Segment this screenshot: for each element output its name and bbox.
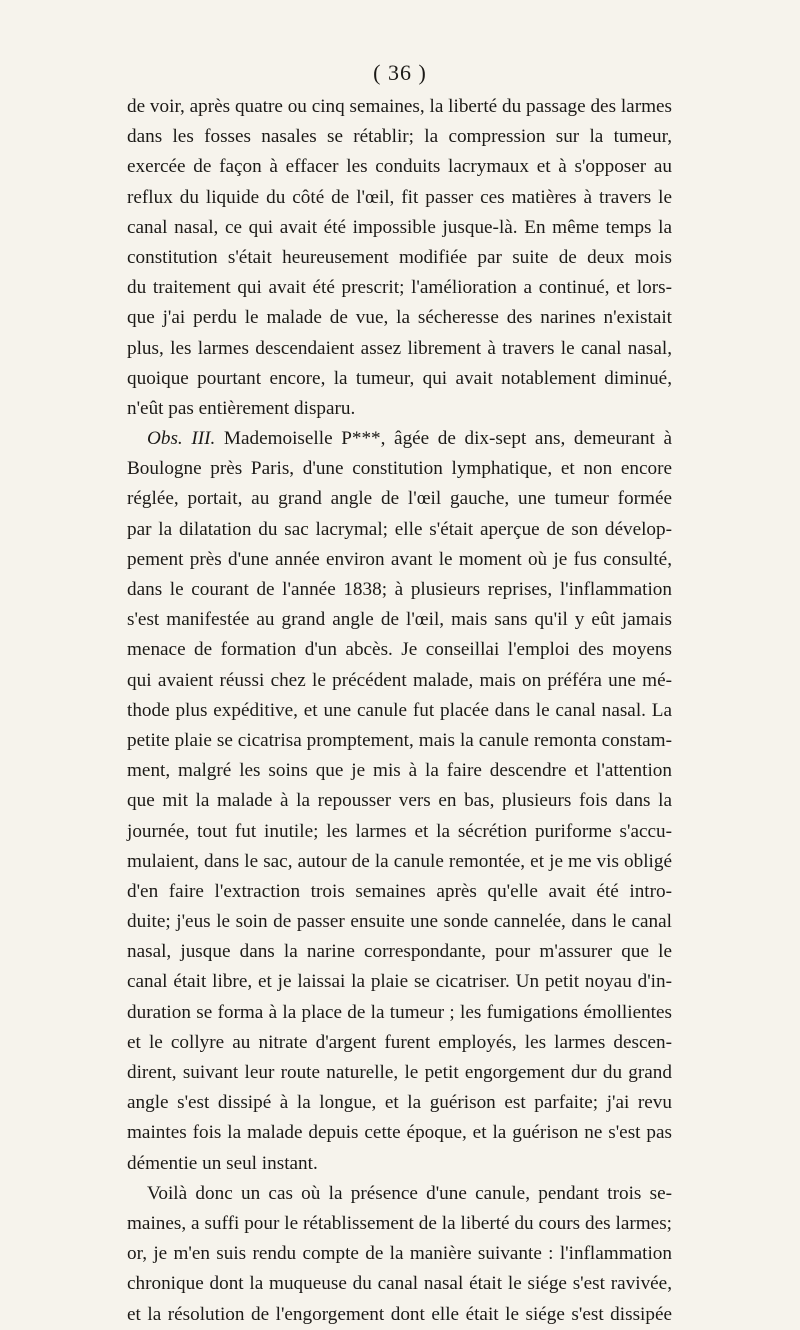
text-line: quoique pourtant encore, la tumeur, qui avait notablement diminué, <box>127 367 672 389</box>
text-line: maines, a suffi pour le rétablissement de la liberté du cours des larmes; <box>127 1212 672 1234</box>
text-line: réglée, portait, au grand angle de l'œil gauche, une tumeur formée <box>127 488 672 510</box>
text-line: pement près d'une année environ avant le moment où je fus consulté, <box>127 548 672 570</box>
text-line: Mademoiselle P***, âgée de dix-sept ans, demeurant à <box>215 428 672 450</box>
paragraph <box>127 92 672 424</box>
text-line: maintes fois la malade depuis cette époque, et la guérison ne s'est pas <box>127 1122 672 1144</box>
text-line: thode plus expéditive, et une canule fut placée dans le canal nasal. La <box>127 699 672 721</box>
paragraph-obs-iii <box>127 424 672 1179</box>
text-line: dans le courant de l'année 1838; à plusieurs reprises, l'inflammation <box>127 579 672 600</box>
text-line: petite plaie se cicatrisa promptement, mais la canule remonta constam- <box>127 729 672 751</box>
text-line: angle s'est dissipé à la longue, et la guérison est parfaite; j'ai revu <box>127 1092 672 1114</box>
text-line: du traitement qui avait été prescrit; l'amélioration a continué, et lors- <box>127 277 672 299</box>
text-line: plus, les larmes descendaient assez librement à travers le canal nasal, <box>127 337 672 359</box>
observation-label: Obs. III. <box>147 428 216 450</box>
text-line: dirent, suivant leur route naturelle, le petit engorgement dur du grand <box>127 1062 672 1083</box>
text-line: duite; j'eus le soin de passer ensuite une sonde cannelée, dans le canal <box>127 911 672 933</box>
text-line: et la résolution de l'engorgement dont elle était le siége s'est dissipée <box>127 1303 672 1325</box>
text-line: canal nasal, ce qui avait été impossible jusque-là. En même temps la <box>127 216 672 238</box>
text-line: mulaient, dans le sac, autour de la canule remontée, et je me vis obligé <box>127 850 672 872</box>
text-line: ment, malgré les soins que je mis à la faire descendre et l'attention <box>127 760 672 782</box>
text-line: et le collyre au nitrate d'argent furent employés, les larmes descen- <box>127 1031 672 1053</box>
text-line: duration se forma à la place de la tumeur ; les fumigations émollientes <box>127 1001 672 1023</box>
page-number: ( 36 ) <box>373 60 427 85</box>
text-line: démentie un seul instant. <box>127 1152 318 1174</box>
text-line: s'est manifestée au grand angle de l'œil, mais sans qu'il y eût jamais <box>127 609 672 631</box>
text-line: que j'ai perdu le malade de vue, la sécheresse des narines n'existait <box>127 307 672 329</box>
text-line: de voir, après quatre ou cinq semaines, la liberté du passage des larmes <box>127 96 672 117</box>
text-line: qui avaient réussi chez le précédent malade, mais on préféra une mé- <box>127 669 672 691</box>
text-line: que mit la malade à la repousser vers en bas, plusieurs fois dans la <box>127 790 672 812</box>
text-line: journée, tout fut inutile; les larmes et la sécrétion puriforme s'accu- <box>127 820 672 842</box>
text-line: n'eût pas entièrement disparu. <box>127 397 356 419</box>
text-line: Boulogne près Paris, d'une constitution lymphatique, et non encore <box>127 458 672 480</box>
text-line: Voilà donc un cas où la présence d'une canule, pendant trois se- <box>147 1182 672 1204</box>
text-line: dans les fosses nasales se rétablir; la compression sur la tumeur, <box>127 126 672 148</box>
text-line: reflux du liquide du côté de l'œil, fit passer ces matières à travers le <box>127 186 672 208</box>
text-line: nasal, jusque dans la narine correspondante, pour m'assurer que le <box>127 941 672 963</box>
text-line: or, je m'en suis rendu compte de la manière suivante : l'inflammation <box>127 1243 672 1265</box>
text-line: exercée de façon à effacer les conduits lacrymaux et à s'opposer au <box>127 156 672 178</box>
body-text <box>127 92 672 1330</box>
text-line: chronique dont la muqueuse du canal nasal était le siége s'est ravivée, <box>127 1273 672 1295</box>
text-line: constitution s'était heureusement modifiée par suite de deux mois <box>127 246 672 268</box>
text-line: menace de formation d'un abcès. Je conseillai l'emploi des moyens <box>127 639 672 661</box>
paragraph <box>127 1179 672 1330</box>
text-line-first <box>127 424 672 454</box>
text-line: par la dilatation du sac lacrymal; elle s'était aperçue de son dévelop- <box>127 518 672 540</box>
text-line: d'en faire l'extraction trois semaines après qu'elle avait été intro- <box>127 880 672 902</box>
text-line: canal était libre, et je laissai la plaie se cicatriser. Un petit noyau d'in- <box>127 971 672 993</box>
